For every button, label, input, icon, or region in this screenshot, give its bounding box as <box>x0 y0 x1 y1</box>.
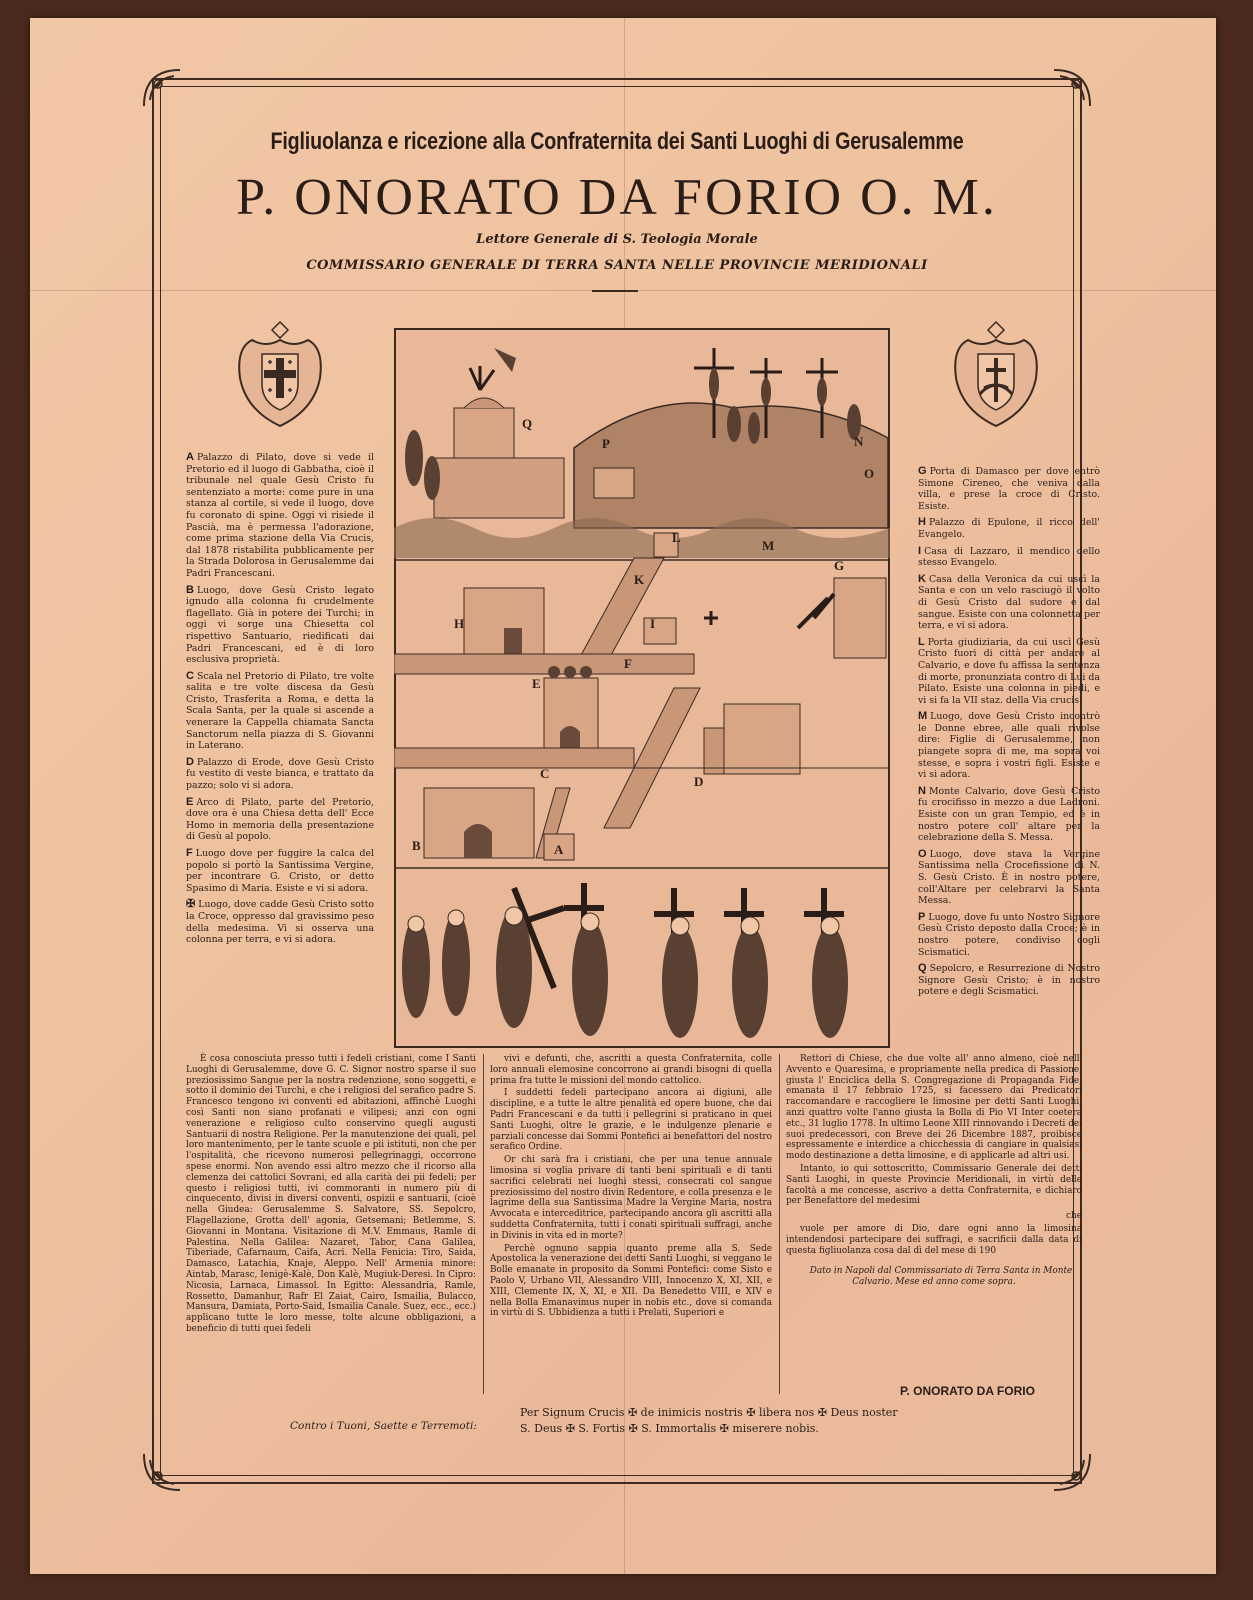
engraving-letter: H <box>454 616 465 631</box>
body-paragraph: Or chi sarà fra i cristiani, che per una tenue annuale limosina si voglia privare di tanti beni spirituali e di tanti sacrifici celebrati nei luoghi stessi, consecrati col sangue preziosissimo del nostro divin Redentore, e colla presenza e le lagrime della sua Santissima Madre la Vergine Maria, nostra Avvocata e interceditrice, partecipando ancora gli ascritti alla suddetta Confraternita, tutti i conati spirituali suffragi, anche in Divinis in vita ed in morte? <box>490 1155 772 1241</box>
legend-text: Arco di Pilato, parte del Pretorio, dove ora è una Chiesa detta dell' Ecce Homo in memoria della presentazione di Gesù al popolo. <box>186 796 374 843</box>
legend-key: N <box>918 784 926 797</box>
legend-entry <box>186 899 374 945</box>
legend-key: M <box>918 710 928 723</box>
legend-entry <box>918 574 1100 632</box>
engraving-letter: Q <box>522 416 533 431</box>
author-office: COMMISSARIO GENERALE DI TERRA SANTA NELLE PROVINCIE MERIDIONALI <box>306 258 928 273</box>
engraving-letter: A <box>554 842 564 857</box>
legend-text: Palazzo di Pilato, dove si vede il Pretorio ed il luogo di Gabbatha, cioè il tribunale nel quale Gesù Cristo fu sentenziato a morte: come pure in una stanza al cortile, si vede il luogo, dove fu coronato di spine. Oggi vi risiede il Pascià, ma è permessa l'adorazione, come prima stazione della Via Crucis, dal 1878 ristabilita pubblicamente per la Strada Dolorosa in Gerusalemme dai Padri Francescani. <box>186 452 374 579</box>
legend-right <box>918 466 1100 1003</box>
body-paragraph: Intanto, io qui sottoscritto, Commissario Generale dei detti Santi Luoghi, in queste Provincie Meridionali, in virtù delle facoltà a me concesse, ascrivo a detta Confraternita, e dichiaro per Benefattore del medesimi <box>786 1163 1082 1207</box>
author-subtitle: Lettore Generale di S. Teologia Morale <box>476 232 758 247</box>
legend-text: Sepolcro, e Resurrezione di Nostro Signore Gesù Cristo; è in nostro potere e degli Scismatici. <box>918 963 1100 998</box>
engraving-letter: D <box>694 774 704 789</box>
legend-text: Scala nel Pretorio di Pilato, tre volte salita e tre volte discesa da Gesù Cristo, Trasferita a Roma, e detta la Scala Santa, per la quale si ascende a venerare la Cappella chiamata Sancta Sanctorum nella piazza di S. Giovanni in Laterano. <box>186 670 374 752</box>
legend-entry <box>918 546 1100 569</box>
legend-entry <box>186 585 374 666</box>
header-rule <box>592 290 638 292</box>
legend-entry <box>918 786 1100 844</box>
legend-key: Q <box>918 962 927 975</box>
legend-key: G <box>918 465 927 477</box>
corner-ornament-icon <box>1050 66 1094 110</box>
engraving-letter: G <box>834 558 845 573</box>
legend-key: K <box>918 572 926 585</box>
legend-key: B <box>186 583 194 596</box>
legend-entry <box>186 452 374 580</box>
legend-key: I <box>918 544 922 557</box>
engraving-letter: F <box>624 656 632 671</box>
legend-text: Luogo, dove Gesù Cristo legato ignudo alla colonna fu crudelmente flagellato. Già in potere dei Turchi; in oggi vi sorge una Chiesetta col rispettivo Santuario, riedificati dai Padri Francescani, ed è di loro esclusiva proprietà. <box>186 584 374 666</box>
legend-entry <box>918 711 1100 781</box>
engraving-letter: B <box>412 838 421 853</box>
engraving-letter: N <box>854 434 864 449</box>
legend-text: Porta di Damasco per dove entrò Simone Cireneo, che veniva dalla villa, e prese la croce di Cristo. Esiste. <box>918 466 1100 512</box>
legend-entry <box>186 797 374 843</box>
engraving-letter: I <box>650 616 656 631</box>
legend-text: Casa di Lazzaro, il mendico dello stesso Evangelo. <box>918 545 1100 569</box>
prayer-label: Contro i Tuoni, Saette e Terremoti: <box>290 1420 477 1432</box>
legend-key: L <box>918 635 925 648</box>
body-paragraph: È cosa conosciuta presso tutti i fedeli cristiani, come I Santi Luoghi di Gerusalemme, dove G. C. Signor nostro sparse il suo preziosissimo Sangue per la nostra redenzione, sono soggetti, e sotto il dominio dei Turchi, e che i religiosi del serafico padre S. Francesco tengono ivi conventi ed abitazioni, affinchè Luoghi così Santi non siano profanati e vilipesi; anzi con ogni venerazione e religioso culto conservino quegli augusti Santuarii di nostra Religione. Per la manutenzione dei quali, pel loro mantenimento, per le tante scuole e pii istituti, non che per l'ospitalità, che ricevono numerosi pellegrinaggi, occorrono spese enormi. Non avendo essi altro mezzo che il ricorso alla clemenza dei cattolici Sovrani, ed alla carità dei pii fedeli; per questo i religiosi tutti, ivi commoranti in numero più di cinquecento, divisi in diversi conventi, ospizii e santuarii, (cioè nella Giudea: Gerusalemme S. Salvatore, SS. Sepolcro, Flagellazione, Grotta dell' agonia, Getsemani; Betlemme, S. Giovanni in Montana. Visitazione di M.V. Emmaus, Ramle di Palestina. Nella Galilea: Nazaret, Tabor, Cana Galilea, Tiberiade, Cafarnaum, Caifa, Acri. Nella Fenicia: Tiro, Saida, Damasco, Latachia, Knaje, Aleppo. Nell' Armenia minore: Aintab, Marasc, Ienigè-Kalè, Don Kalè, Mugiuk-Deresi. In Cipro: Nicosia, Larnaca, Limassol. In Egitto: Alessandria, Ramle, Rossetto, Damanhur, Rafr El Zaiat, Cairo, Ismailia, Bulacco, Mansura, Damiata, Porto-Said, Ismailia Canale. Suez, ecc., ecc.) applicano tutte le loro messe, tolte alcune obbligazioni, a beneficio di tutti quei fedeli <box>186 1054 476 1334</box>
engraving-letter: K <box>634 572 645 587</box>
legend-text: Luogo, dove cadde Gesù Cristo sotto la Croce, oppresso dal gravissimo peso della medesima. Vi si osserva una colonna per terra, e vi si adora. <box>186 899 374 946</box>
legend-entry <box>186 848 374 894</box>
legend-key: H <box>918 516 926 529</box>
legend-entry <box>186 757 374 792</box>
legend-key: O <box>918 847 927 860</box>
engraving-letter: P <box>602 436 610 451</box>
legend-text: Luogo, dove Gesù Cristo incontrò le Donne ebree, alle quali rivolse dire: Figlie di Gerusalemme, non piangete sopra di me, ma sopra voi stesse, e sopra i vostri figli. Esiste e vi si adora. <box>918 711 1100 781</box>
legend-key: A <box>186 451 194 463</box>
jerusalem-cross-crest-icon <box>232 318 328 430</box>
legend-text: Palazzo di Epulone, il ricco dell' Evangelo. <box>918 517 1100 540</box>
legend-entry <box>918 517 1100 540</box>
corner-ornament-icon <box>140 66 184 110</box>
legend-key: C <box>186 669 194 682</box>
body-paragraph: vivi e defunti, che, ascritti a questa Confraternita, colle loro annuali elemosine concorrono ai grandi bisogni di quella prima fra tutte le missioni del mondo cattolico. <box>490 1054 772 1086</box>
prayer-line-2: S. Deus ✠ S. Fortis ✠ S. Immortalis ✠ miserere nobis. <box>520 1422 819 1435</box>
fill-in-che: che <box>1066 1211 1082 1222</box>
document-title: Figliuolanza e ricezione alla Confraternita dei Santi Luoghi di Gerusalemme <box>270 128 964 155</box>
engraving-letter: O <box>864 466 875 481</box>
dato-note: Dato in Napoli dal Commissariato di Terra Santa in Monte Calvario. Mese ed anno come sopra. <box>809 1266 1073 1288</box>
column-divider <box>779 1054 780 1394</box>
legend-key: F <box>186 847 193 859</box>
engraving-letter: E <box>532 676 541 691</box>
legend-key: P <box>918 910 926 923</box>
legend-text: Luogo, dove stava la Vergine Santissima nella Crocefissione di N. S. Gesù Cristo. È in nostro potere, coll'Altare per celebrarvi la Santa Messa. <box>918 848 1100 907</box>
corner-ornament-icon <box>1050 1450 1094 1494</box>
legend-entry <box>918 963 1100 998</box>
corner-ornament-icon <box>140 1450 184 1494</box>
body-column-1 <box>186 1054 476 1337</box>
legend-entry <box>918 912 1100 958</box>
legend-entry <box>186 671 374 752</box>
prayer-line-1: Per Signum Crucis ✠ de inimicis nostris ✠ libera nos ✠ Deus noster <box>520 1406 898 1419</box>
body-paragraph: Perchè ognuno sappia quanto preme alla S. Sede Apostolica la venerazione dei detti Santi Luoghi, si veggano le Bolle emanate in proposito da Sommi Pontefici: come Sisto e Paolo V, Urbano VII, Alessandro VIII, Innocenzo X, XI, XII, e XIII, Clemente IX, X, XI, e XII. Da Benedetto VIII, e XIV e nella Bolla Emanavimus nuper in nobis etc., dove si comanda in virtù di S. Ubbidienza a tutti i Prelati, Superiori e <box>490 1243 772 1319</box>
legend-entry <box>918 849 1100 907</box>
column-divider <box>483 1054 484 1394</box>
engraving-letter: C <box>540 766 550 781</box>
legend-text: Luogo dove per fuggire la calca del popolo si portò la Santissima Vergine, per incontrare G. Cristo, or detto Spasimo di Maria. Esiste e vi si adora. <box>186 848 374 894</box>
legend-key: ✠ <box>186 898 196 911</box>
franciscan-arms-crest-icon <box>948 318 1044 430</box>
body-paragraph: Rettori di Chiese, che due volte all' anno almeno, cioè nell' Avvento e Quaresima, e propriamente nella predica di Passione, giusta l' Enciclica della S. Congregazione di Propaganda Fide, emanata il 17 febbraio 1725, si facessero dai Predicatori raccomandare e raccogliere le limosine per detti Santi Luoghi, anzi quattro volte l'anno giusta la Bolla di Pio VI Inter coetera etc., 31 luglio 1778. In ultimo Leone XIII rinnovando i Decreti dei suoi predecessori, con Breve dei 26 Dicembre 1887, proibisce espressamente e interdice a chicchessia di cangiare in qualsiasi modo destinazione a detta limosine, e di applicarle ad altri usi. <box>786 1054 1082 1162</box>
legend-entry <box>918 637 1100 707</box>
signature: P. ONORATO DA FORIO <box>900 1384 1035 1398</box>
engraving-letter: M <box>762 538 775 553</box>
body-column-3 <box>786 1054 1082 1290</box>
author-name: P. ONORATO DA FORIO O. M. <box>236 169 998 226</box>
legend-key: D <box>186 755 194 768</box>
body-column-2 <box>490 1054 772 1321</box>
legend-text: Casa della Veronica da cui uscì la Santa e con un velo rasciugò il volto di Gesù Cristo dal sudore e dal sangue. Esiste con una colonnetta per terra, e vi si adora. <box>918 573 1100 632</box>
legend-left <box>186 452 374 951</box>
legend-text: Porta giudiziaria, da cui uscì Gesù Cristo fuori di città per andare al Calvario, e dove fu affissa la sentenza di morte, pronunziata contro di Lui da Pilato. Esiste una colonna in piedi, e vi si fa la VII staz. della Via crucis. <box>918 636 1100 706</box>
legend-text: Monte Calvario, dove Gesù Cristo fu crocifisso in mezzo a due Ladroni. Esiste con un gran Tempio, ed è in nostro potere coll' altare per la celebrazione della S. Messa. <box>918 785 1100 844</box>
legend-text: Palazzo di Erode, dove Gesù Cristo fu vestito di veste bianca, e trattato da pazzo; solo vi si adora. <box>186 756 374 792</box>
via-crucis-engraving <box>394 328 890 1048</box>
legend-text: Luogo, dove fu unto Nostro Signore Gesù Cristo deposto dalla Croce; è in nostro potere, condiviso cogli Scismatici. <box>918 911 1100 958</box>
legend-entry <box>918 466 1100 512</box>
body-paragraph: I suddetti fedeli partecipano ancora ai digiuni, alle discipline, e a tutte le altre penalità ed opere buone, che dai Padri Francescani e da tutti i pellegrini si praticano in quei Santi Luoghi, oltre le grazie, e le indulgenze plenarie e parziali concesse dai Sommi Pontefici ai benefattori del nostro serafico Ordine. <box>490 1088 772 1153</box>
body-paragraph: vuole per amore di Dio, dare ogni anno la limosina intendendosi partecipare dei suffragi, e sacrificii dalla data di questa figliuolanza cosa dal dì del mese di 190 <box>786 1223 1082 1256</box>
legend-key: E <box>186 795 194 808</box>
engraving-letter: L <box>672 530 681 545</box>
